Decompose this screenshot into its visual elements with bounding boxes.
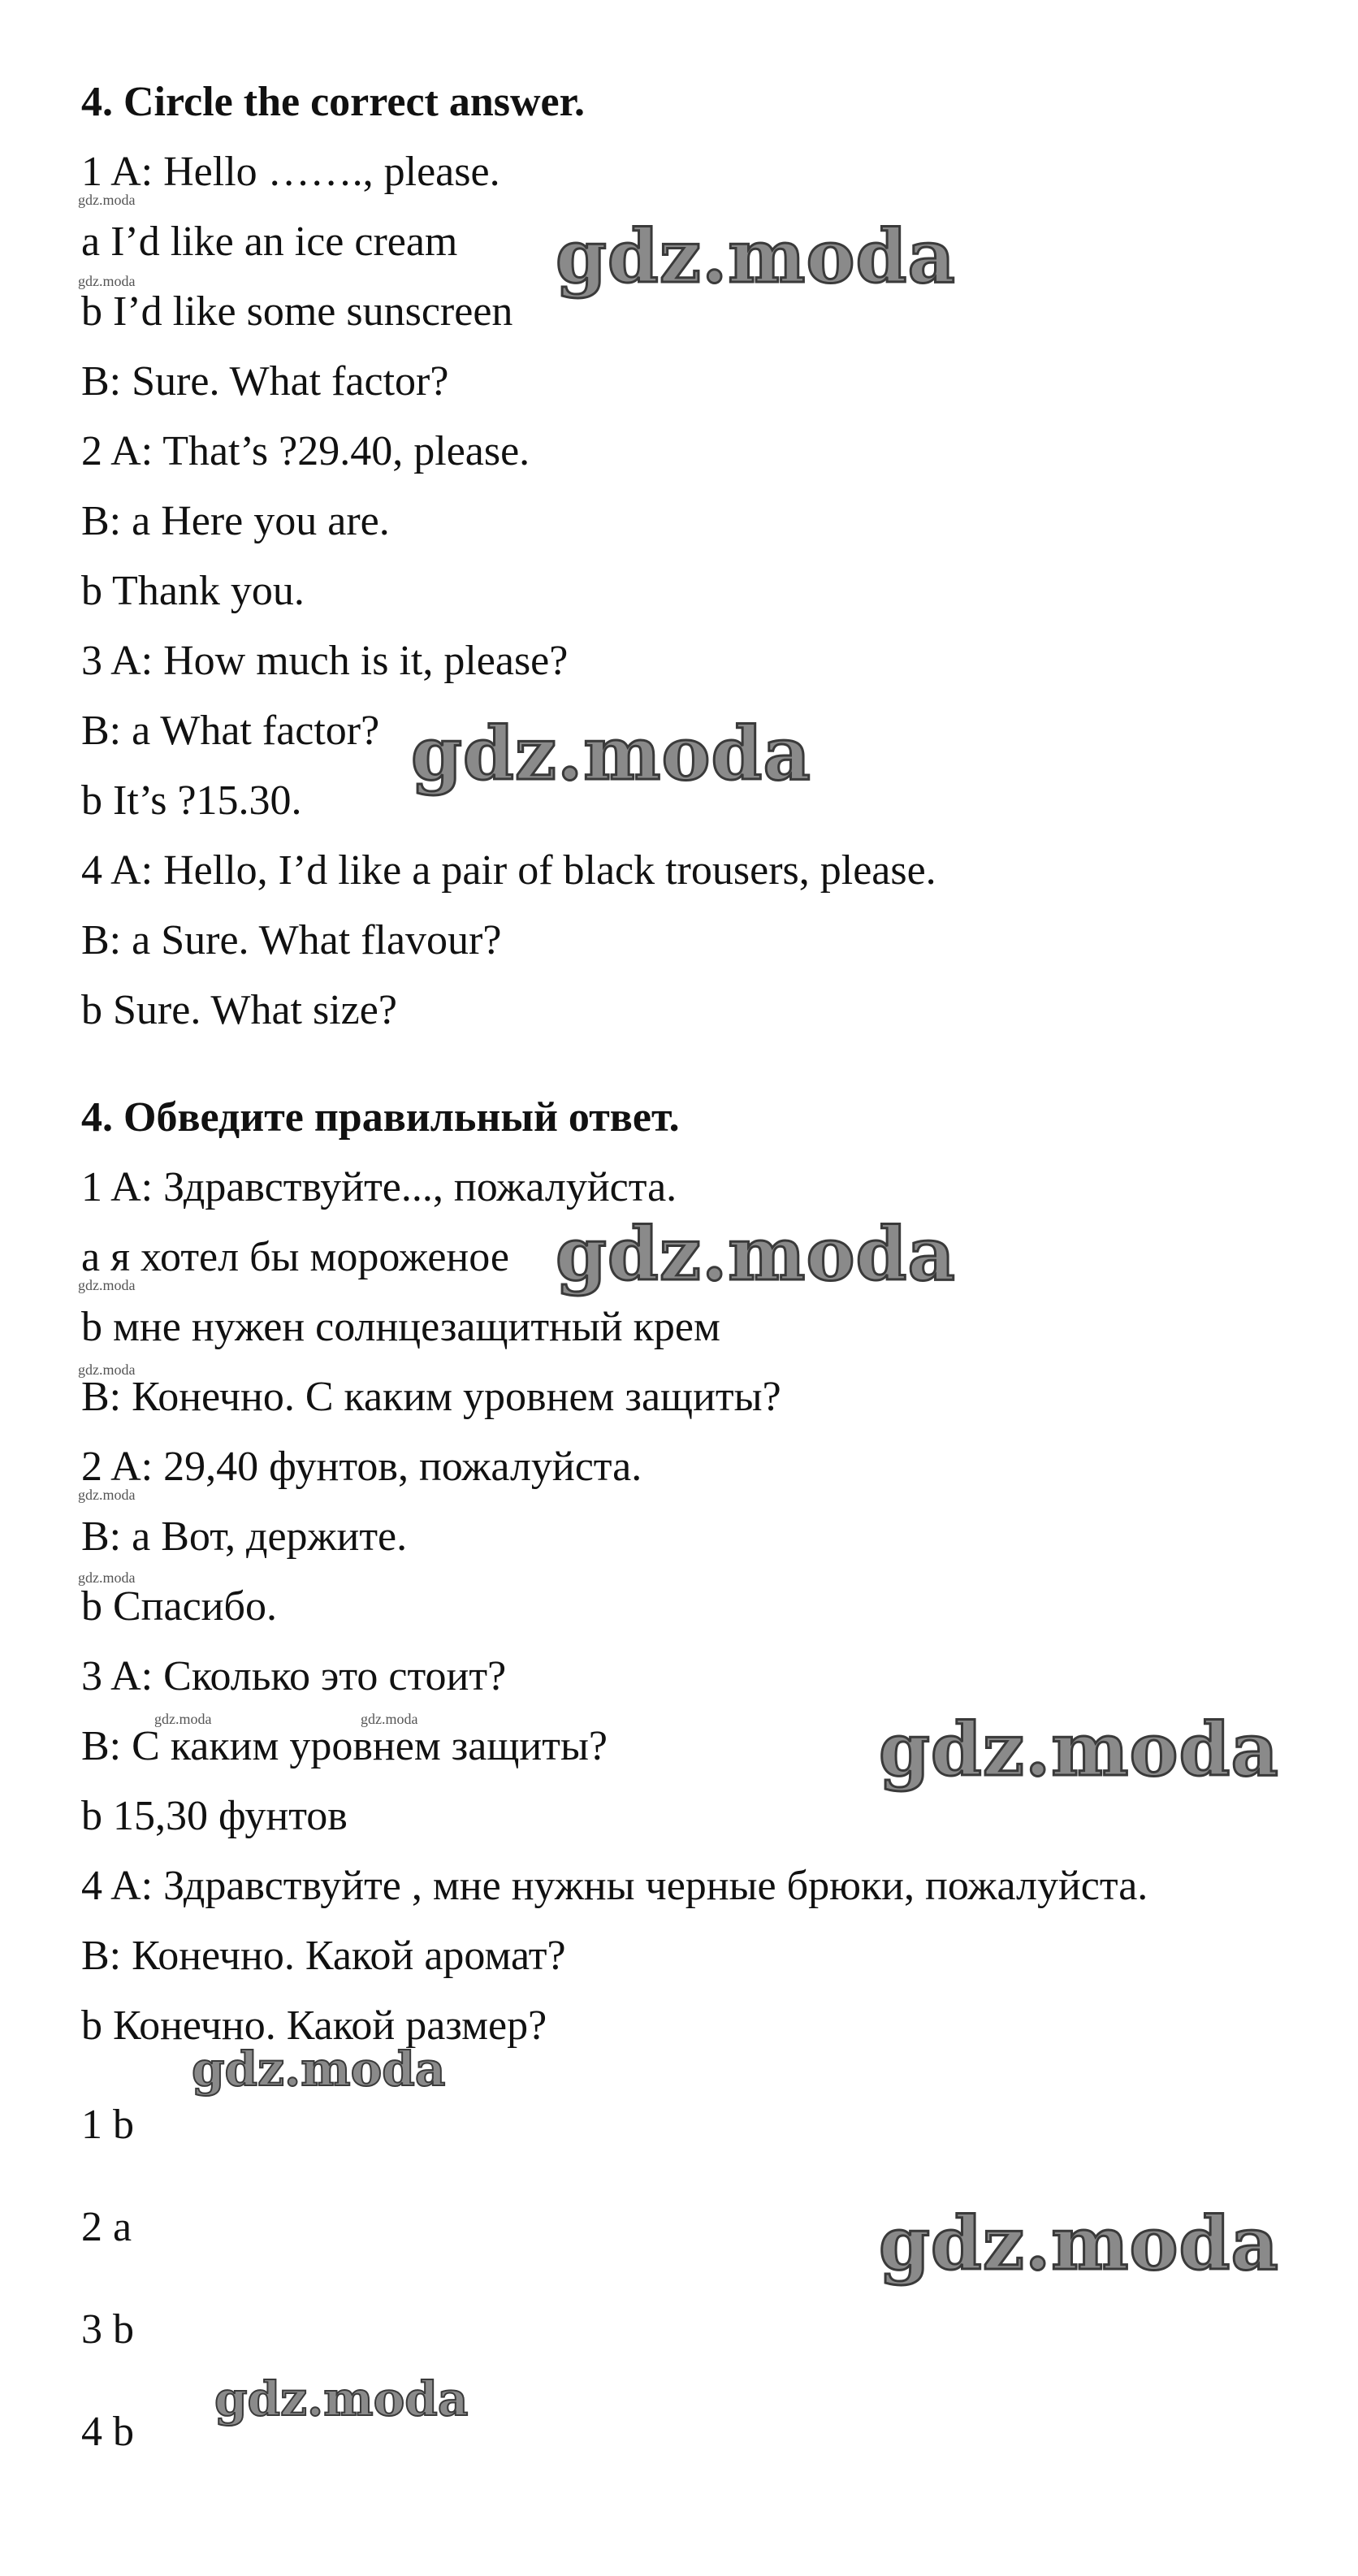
watermark-small: gdz.moda xyxy=(78,1569,136,1586)
russian-line-1: 1 A: Здравствуйте..., пожалуйста. xyxy=(81,1164,677,1210)
english-line-4: B: Sure. What factor? xyxy=(81,358,449,405)
watermark-small: gdz.moda xyxy=(154,1711,212,1727)
english-line-12: B: a Sure. What flavour? xyxy=(81,917,502,963)
english-line-1: 1 A: Hello ……., please. xyxy=(81,149,500,195)
russian-line-7: b Спасибо. xyxy=(81,1583,277,1630)
watermark-small: gdz.moda xyxy=(78,1277,136,1293)
english-line-11: 4 A: Hello, I’d like a pair of black trousers, please. xyxy=(81,847,936,894)
english-heading: 4. Circle the correct answer. xyxy=(81,79,585,125)
watermark-small: gdz.moda xyxy=(78,273,136,289)
russian-line-8: 3 A: Сколько это стоит? xyxy=(81,1653,507,1699)
russian-heading: 4. Обведите правильный ответ. xyxy=(81,1094,680,1141)
russian-line-10: b 15,30 фунтов xyxy=(81,1793,348,1839)
answer-3: 3 b xyxy=(81,2306,134,2353)
english-line-7: b Thank you. xyxy=(81,568,305,614)
watermark-logo: gdz.moda xyxy=(879,2201,1279,2287)
watermark-small: gdz.moda xyxy=(78,1362,136,1378)
russian-line-2: а я хотел бы мороженое xyxy=(81,1234,509,1280)
watermark-logo: gdz.moda xyxy=(879,1707,1279,1793)
russian-line-11: 4 A: Здравствуйте , мне нужны черные брюки, пожалуйста. xyxy=(81,1863,1148,1909)
watermark-logo: gdz.moda xyxy=(411,711,811,797)
russian-line-6: B: а Вот, держите. xyxy=(81,1513,408,1560)
watermark-small: gdz.moda xyxy=(361,1711,418,1727)
english-line-13: b Sure. What size? xyxy=(81,987,397,1033)
english-line-8: 3 A: How much is it, please? xyxy=(81,638,569,684)
answer-1: 1 b xyxy=(81,2102,134,2148)
russian-line-5: 2 A: 29,40 фунтов, пожалуйста. xyxy=(81,1444,642,1490)
english-line-10: b It’s ?15.30. xyxy=(81,777,302,824)
watermark-small: gdz.moda xyxy=(78,1487,136,1503)
watermark-logo: gdz.moda xyxy=(214,2371,469,2427)
english-line-5: 2 A: That’s ?29.40, please. xyxy=(81,428,530,474)
english-line-2: a I’d like an ice cream xyxy=(81,219,458,265)
russian-line-12: B: Конечно. Какой аромат? xyxy=(81,1933,566,1979)
answer-2: 2 a xyxy=(81,2204,132,2250)
watermark-logo: gdz.moda xyxy=(556,1211,956,1297)
watermark-logo: gdz.moda xyxy=(192,2041,446,2097)
russian-line-3: b мне нужен солнцезащитный крем xyxy=(81,1304,720,1350)
english-line-3: b I’d like some sunscreen xyxy=(81,288,513,335)
english-line-6: B: a Here you are. xyxy=(81,498,390,544)
russian-line-13: b Конечно. Какой размер? xyxy=(81,2002,547,2049)
watermark-small: gdz.moda xyxy=(78,192,136,208)
russian-line-4: B: Конечно. С каким уровнем защиты? xyxy=(81,1374,781,1420)
russian-line-9: B: С каким уровнем защиты? xyxy=(81,1723,608,1769)
english-line-9: B: a What factor? xyxy=(81,708,380,754)
answer-4: 4 b xyxy=(81,2409,134,2455)
watermark-logo: gdz.moda xyxy=(556,214,956,300)
